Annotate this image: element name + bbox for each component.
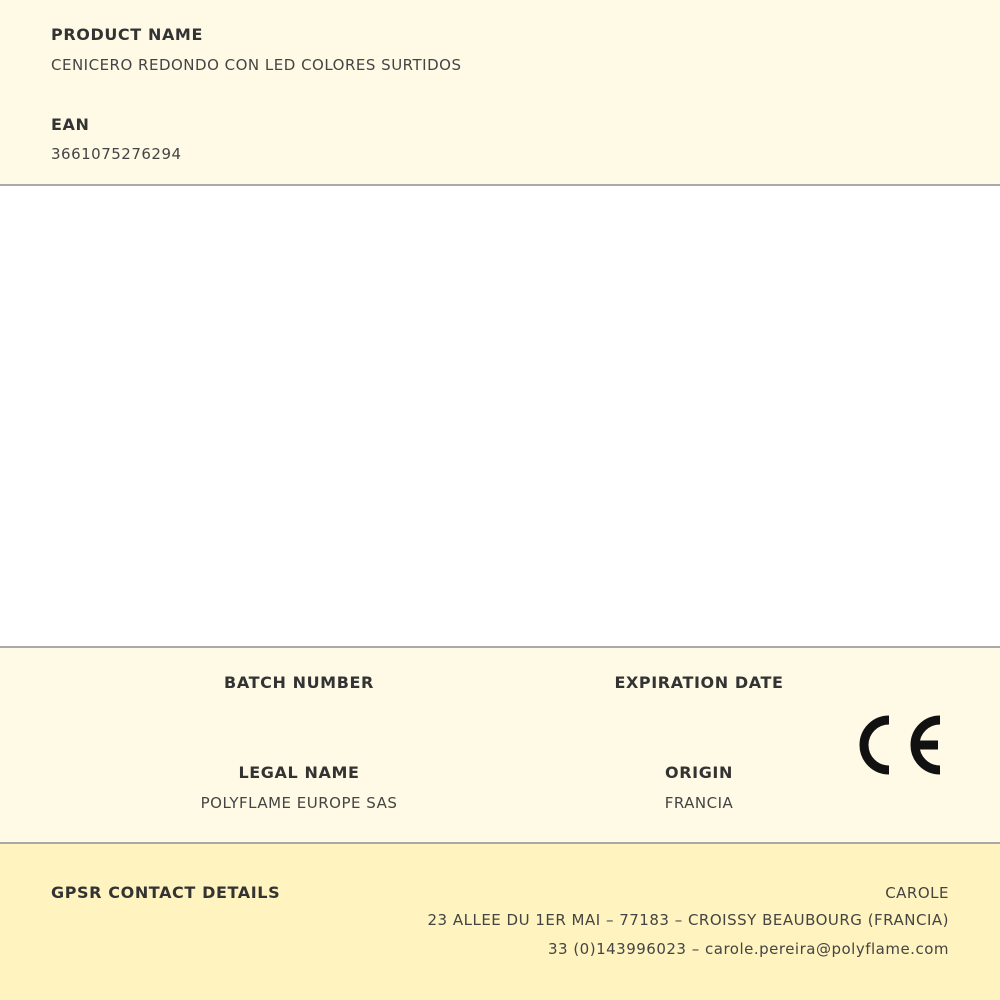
product-name-label: PRODUCT NAME <box>51 25 203 44</box>
product-details-section <box>0 646 1000 844</box>
ean-label: EAN <box>51 115 90 134</box>
legal-name-value: POLYFLAME EUROPE SAS <box>200 794 398 812</box>
batch-number-label: BATCH NUMBER <box>224 673 374 692</box>
gpsr-contact-name: CAROLE <box>885 884 949 902</box>
ce-mark-icon <box>856 712 946 778</box>
ean-value: 3661075276294 <box>51 145 182 163</box>
legal-name-label: LEGAL NAME <box>238 763 360 782</box>
gpsr-contact-phone-email: 33 (0)143996023 – carole.pereira@polyflame.com <box>547 940 949 958</box>
gpsr-contact-address: 23 ALLEE DU 1ER MAI – 77183 – CROISSY BEAUBOURG (FRANCIA) <box>427 911 949 929</box>
product-name-value: CENICERO REDONDO CON LED COLORES SURTIDOS <box>51 56 462 74</box>
gpsr-contact-label: GPSR CONTACT DETAILS <box>51 883 281 902</box>
expiration-date-label: EXPIRATION DATE <box>614 673 784 692</box>
origin-value: FRANCIA <box>664 794 734 812</box>
blank-area <box>0 186 1000 646</box>
origin-label: ORIGIN <box>665 763 733 782</box>
